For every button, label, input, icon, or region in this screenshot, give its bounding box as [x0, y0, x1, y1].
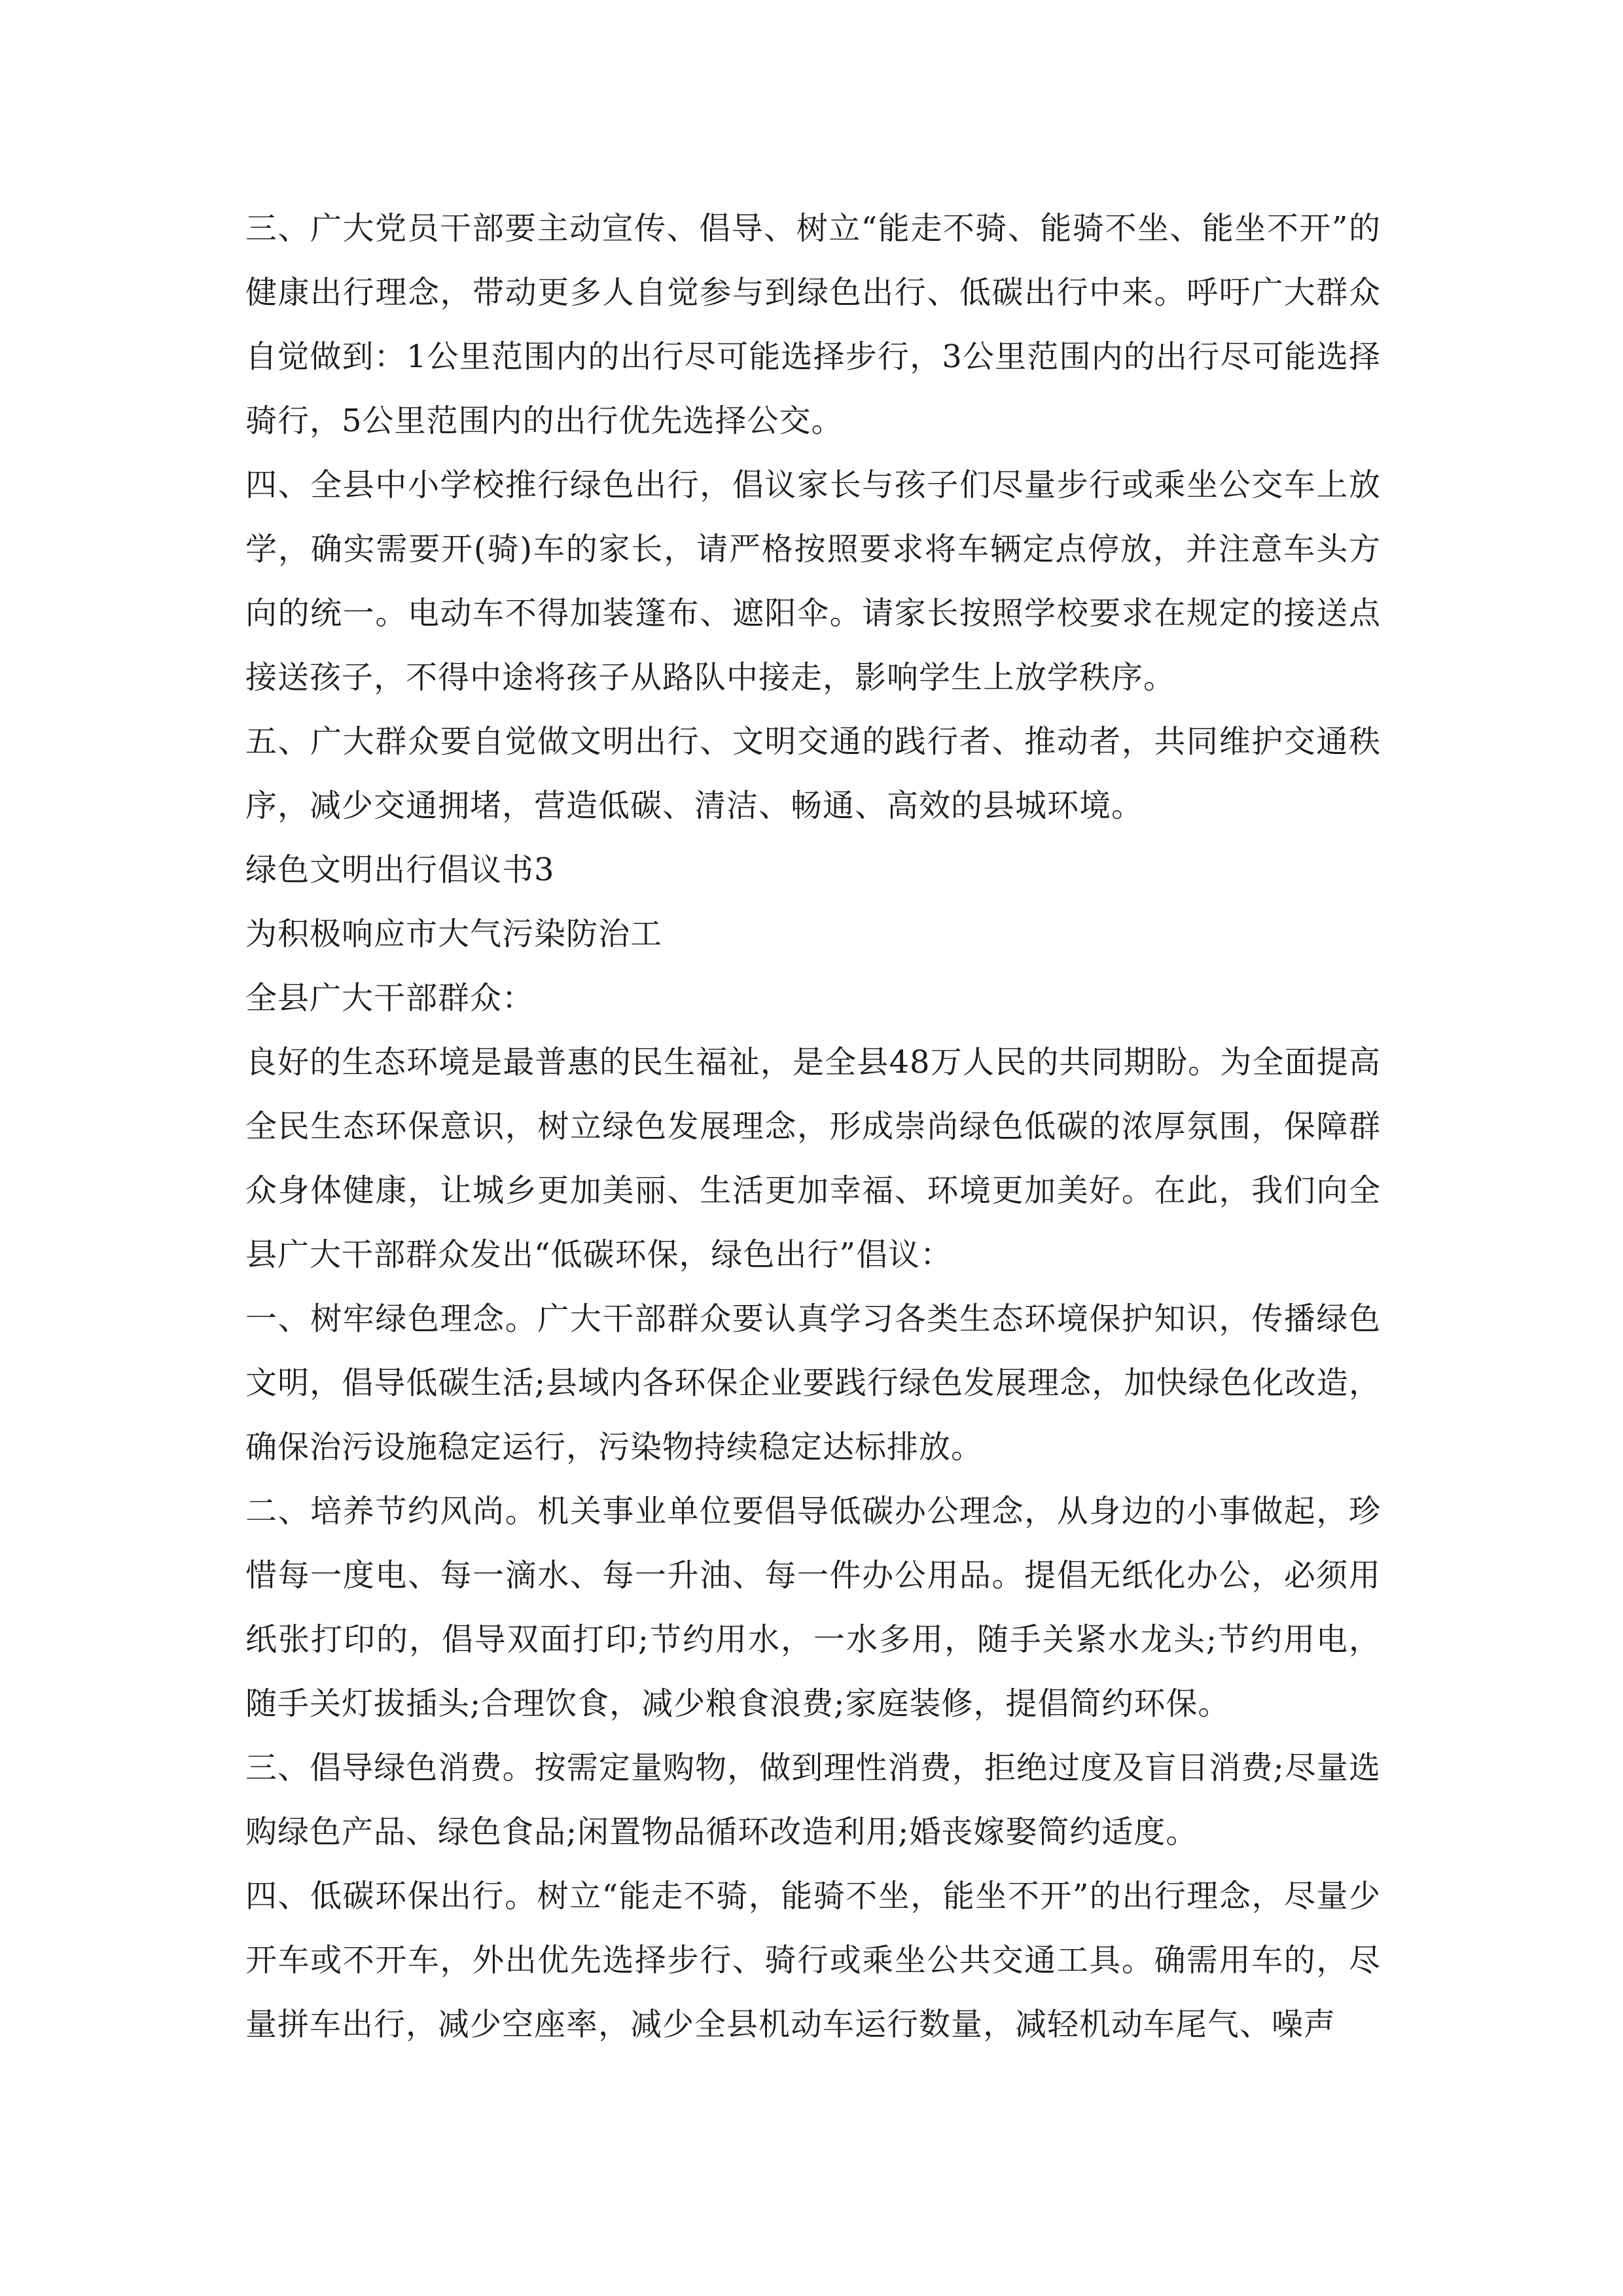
- intro-line: 为积极响应市大气污染防治工: [245, 916, 663, 952]
- paragraph-point-3: 三、广大党员干部要主动宣传、倡导、树立“能走不骑、能骑不坐、能坐不开”的健康出行理念，带动更多人自觉参与到绿色出行、低碳出行中来。呼吁广大群众自觉做到：1公里范围内的出行尽可能选择步行，3公里范围内的出行尽可能选择骑行，5公里范围内的出行优先选择公交。: [245, 210, 1381, 439]
- salutation: 全县广大干部群众：: [245, 980, 535, 1016]
- paragraph-item-2: 二、培养节约风尚。机关事业单位要倡导低碳办公理念，从身边的小事做起，珍惜每一度电、每一滴水、每一升油、每一件办公用品。提倡无纸化办公，必须用纸张打印的，倡导双面打印;节约用水，一水多用，随手关紧水龙头;节约用电，随手关灯拔插头;合理饮食，减少粮食浪费;家庭装修，提倡简约环保。: [245, 1493, 1381, 1722]
- paragraph-item-1: 一、树牢绿色理念。广大干部群众要认真学习各类生态环境保护知识，传播绿色文明，倡导低碳生活;县域内各环保企业要践行绿色发展理念，加快绿色化改造，确保治污设施稳定运行，污染物持续稳定达标排放。: [245, 1300, 1381, 1465]
- paragraph-point-4: 四、全县中小学校推行绿色出行，倡议家长与孩子们尽量步行或乘坐公交车上放学，确实需要开(骑)车的家长，请严格按照要求将车辆定点停放，并注意车头方向的统一。电动车不得加装篷布、遮阳伞。请家长按照学校要求在规定的接送点接送孩子，不得中途将孩子从路队中接走，影响学生上放学秩序。: [245, 467, 1381, 696]
- paragraph-item-4: 四、低碳环保出行。树立“能走不骑，能骑不坐，能坐不开”的出行理念，尽量少开车或不开车，外出优先选择步行、骑行或乘坐公共交通工具。确需用车的，尽量拼车出行，减少空座率，减少全县机动车运行数量，减轻机动车尾气、噪声: [245, 1878, 1381, 2043]
- paragraph-point-5: 五、广大群众要自觉做文明出行、文明交通的践行者、推动者，共同维护交通秩序，减少交通拥堵，营造低碳、清洁、畅通、高效的县城环境。: [245, 723, 1381, 824]
- section-title: 绿色文明出行倡议书3: [245, 852, 555, 888]
- paragraph-item-3: 三、倡导绿色消费。按需定量购物，做到理性消费，拒绝过度及盲目消费;尽量选购绿色产品、绿色食品;闲置物品循环改造利用;婚丧嫁娶简约适度。: [245, 1749, 1381, 1850]
- paragraph-preamble: 良好的生态环境是最普惠的民生福祉，是全县48万人民的共同期盼。为全面提高全民生态环保意识，树立绿色发展理念，形成崇尚绿色低碳的浓厚氛围，保障群众身体健康，让城乡更加美丽、生活更加幸福、环境更加美好。在此，我们向全县广大干部群众发出“低碳环保，绿色出行”倡议：: [245, 1044, 1381, 1273]
- document-body: [245, 196, 1381, 2056]
